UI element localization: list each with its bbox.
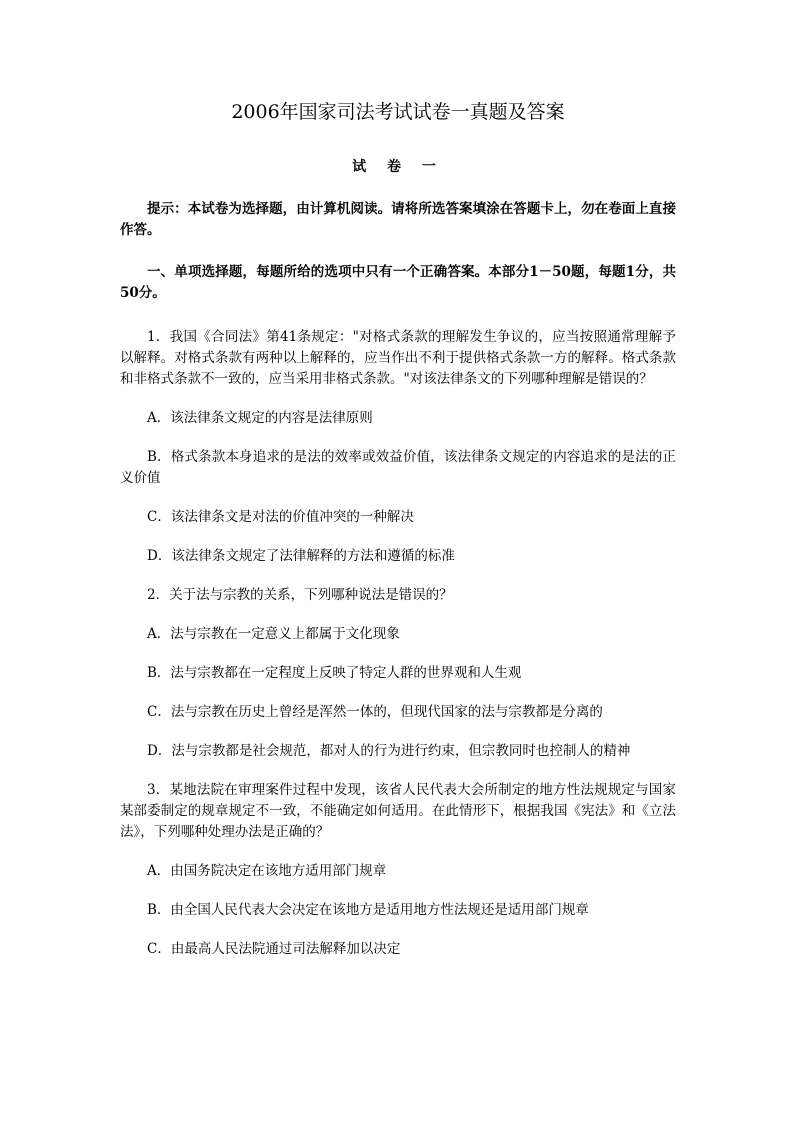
question-1-option-c: C．该法律条文是对法的价值冲突的一种解决 [147,509,414,525]
document-title: 2006年国家司法考试试卷一真题及答案 [231,101,565,123]
question-1: 1．我国《合同法》第41条规定："对格式条款的理解发生争议的，应当按照通常理解予以解释。对格式条款有两种以上解释的，应当作出不利于提供格式条款一方的解释。格式条款和非格式条款不一致的，应当采用非格式条款。"对该法律条文的下列哪种理解是错误的？ [120,329,676,387]
question-2-option-d: D．法与宗教都是社会规范，都对人的行为进行约束，但宗教同时也控制人的精神 [147,743,631,759]
question-2-option-b: B．法与宗教都在一定程度上反映了特定人群的世界观和人生观 [147,665,522,681]
question-3: 3．某地法院在审理案件过程中发现，该省人民代表大会所制定的地方性法规规定与国家某部委制定的规章规定不一致，不能确定如何适用。在此情形下，根据我国《宪法》和《立法法》，下列哪种处理办法是正确的？ [120,782,676,840]
document-page [120,100,676,960]
question-3-option-c: C．由最高人民法院通过司法解释加以决定 [147,941,401,957]
exam-tip: 提示：本试卷为选择题，由计算机阅读。请将所选答案填涂在答题卡上，勿在卷面上直接作答。 [120,201,676,238]
question-1-option-d: D．该法律条文规定了法律解释的方法和遵循的标准 [147,548,455,564]
section-heading: 一、单项选择题，每题所给的选项中只有一个正确答案。本部分1－50题，每题1分，共50分。 [120,264,676,301]
question-2: 2．关于法与宗教的关系，下列哪种说法是错误的？ [147,587,453,603]
question-1-option-b: B．格式条款本身追求的是法的效率或效益价值，该法律条文规定的内容追求的是法的正义价值 [120,449,676,486]
question-2-option-c: C．法与宗教在历史上曾经是浑然一体的，但现代国家的法与宗教都是分离的 [147,704,603,720]
question-2-option-a: A．法与宗教在一定意义上都属于文化现象 [147,626,400,642]
question-1-option-a: A．该法律条文规定的内容是法律原则 [147,410,373,426]
paper-subtitle: 试 卷 一 [352,159,444,175]
question-3-option-b: B．由全国人民代表大会决定在该地方是适用地方性法规还是适用部门规章 [147,902,589,918]
question-3-option-a: A．由国务院决定在该地方适用部门规章 [147,863,387,879]
